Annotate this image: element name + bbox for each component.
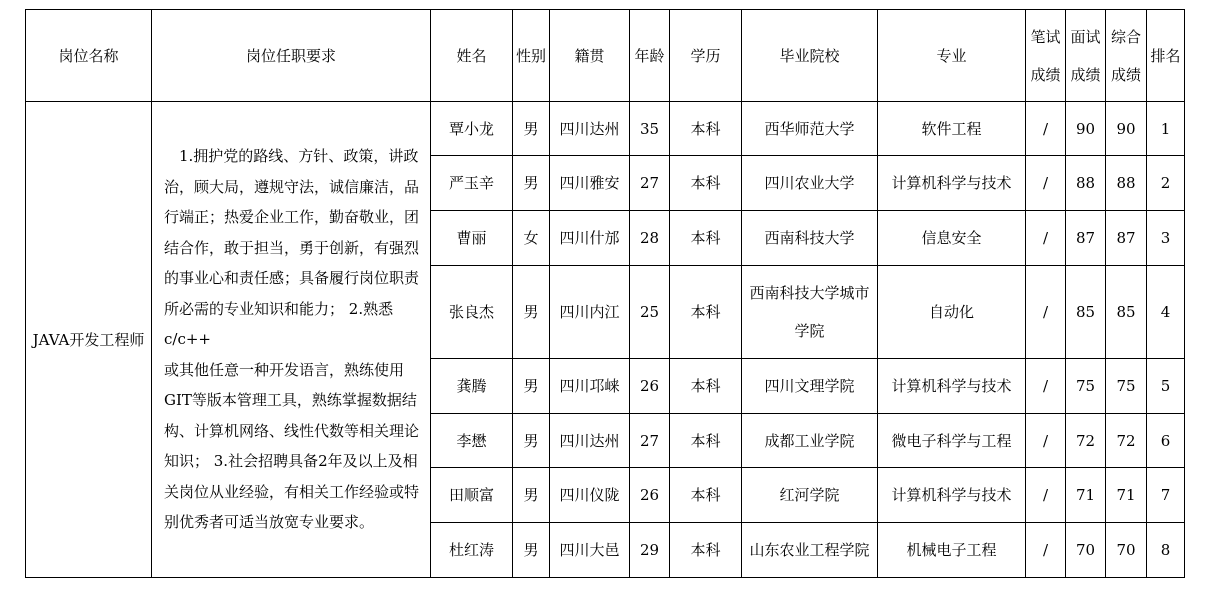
cell-education: 本科 — [670, 359, 742, 414]
cell-total: 90 — [1106, 102, 1147, 156]
cell-rank: 6 — [1147, 414, 1185, 468]
cell-gender: 男 — [513, 468, 550, 523]
table-row — [26, 102, 1185, 156]
cell-rank: 1 — [1147, 102, 1185, 156]
cell-interview: 88 — [1066, 156, 1106, 211]
header-interview-score — [1066, 10, 1106, 102]
cell-interview: 72 — [1066, 414, 1106, 468]
header-row — [26, 10, 1185, 102]
results-table — [25, 9, 1185, 578]
requirements-cell — [152, 102, 431, 578]
header-requirements: 岗位任职要求 — [152, 10, 431, 102]
cell-gender: 男 — [513, 156, 550, 211]
cell-age: 26 — [630, 468, 670, 523]
cell-origin: 四川大邑 — [550, 523, 630, 578]
requirement-line: 知识； 3.社会招聘具备2年及以上及相 — [164, 452, 418, 471]
cell-rank: 3 — [1147, 211, 1185, 266]
cell-rank: 7 — [1147, 468, 1185, 523]
cell-school: 红河学院 — [742, 468, 878, 523]
cell-gender: 男 — [513, 102, 550, 156]
requirement-line: 行端正；热爱企业工作，勤奋敬业，团 — [164, 208, 420, 227]
cell-education: 本科 — [670, 211, 742, 266]
cell-gender: 男 — [513, 266, 550, 359]
header-age: 年龄 — [630, 10, 670, 102]
cell-school: 西南科技大学 — [742, 211, 878, 266]
requirement-line: 所必需的专业知识和能力； 2.熟悉c/c++ — [164, 299, 394, 349]
header-total-line1: 综合 — [1110, 27, 1141, 46]
cell-total: 85 — [1106, 266, 1147, 359]
cell-written: / — [1026, 414, 1066, 468]
cell-interview: 75 — [1066, 359, 1106, 414]
cell-major: 微电子科学与工程 — [878, 414, 1026, 468]
header-origin: 籍贯 — [550, 10, 630, 102]
cell-name: 龚腾 — [431, 359, 513, 414]
requirement-line: 结合作，敢于担当，勇于创新，有强烈 — [164, 238, 420, 257]
cell-education: 本科 — [670, 468, 742, 523]
cell-written: / — [1026, 156, 1066, 211]
header-education: 学历 — [670, 10, 742, 102]
cell-gender: 男 — [513, 359, 550, 414]
header-interview-line2: 成绩 — [1070, 65, 1101, 84]
cell-major: 计算机科学与技术 — [878, 156, 1026, 211]
cell-interview: 90 — [1066, 102, 1106, 156]
cell-age: 28 — [630, 211, 670, 266]
cell-origin: 四川邛崃 — [550, 359, 630, 414]
requirement-line: GIT等版本管理工具，熟练掌握数据结 — [164, 391, 417, 410]
position-cell: JAVA开发工程师 — [26, 102, 152, 578]
requirement-line: 关岗位从业经验，有相关工作经验或特 — [164, 482, 420, 501]
cell-rank: 2 — [1147, 156, 1185, 211]
cell-school-line1: 西南科技大学城市 — [749, 284, 870, 302]
header-written-line2: 成绩 — [1030, 65, 1061, 84]
cell-interview: 70 — [1066, 523, 1106, 578]
requirement-line: 或其他任意一种开发语言，熟练使用 — [164, 360, 405, 379]
cell-school: 成都工业学院 — [742, 414, 878, 468]
cell-name: 覃小龙 — [431, 102, 513, 156]
cell-total: 70 — [1106, 523, 1147, 578]
cell-age: 35 — [630, 102, 670, 156]
cell-written: / — [1026, 523, 1066, 578]
requirement-line: 治，顾大局，遵规守法，诚信廉洁，品 — [164, 177, 420, 196]
cell-gender: 男 — [513, 523, 550, 578]
cell-total: 88 — [1106, 156, 1147, 211]
cell-total: 87 — [1106, 211, 1147, 266]
cell-origin: 四川达州 — [550, 414, 630, 468]
cell-name: 曹丽 — [431, 211, 513, 266]
cell-gender: 男 — [513, 414, 550, 468]
cell-origin: 四川雅安 — [550, 156, 630, 211]
cell-origin: 四川仪陇 — [550, 468, 630, 523]
cell-written: / — [1026, 102, 1066, 156]
header-school: 毕业院校 — [742, 10, 878, 102]
cell-major: 机械电子工程 — [878, 523, 1026, 578]
cell-education: 本科 — [670, 523, 742, 578]
cell-interview: 71 — [1066, 468, 1106, 523]
cell-major: 计算机科学与技术 — [878, 468, 1026, 523]
header-rank: 排名 — [1147, 10, 1185, 102]
requirement-line: 1.拥护党的路线、方针、政策，讲政 — [164, 147, 419, 166]
header-written-score — [1026, 10, 1066, 102]
cell-written: / — [1026, 468, 1066, 523]
cell-gender: 女 — [513, 211, 550, 266]
cell-education: 本科 — [670, 266, 742, 359]
cell-school: 西华师范大学 — [742, 102, 878, 156]
header-total-score — [1106, 10, 1147, 102]
cell-origin: 四川达州 — [550, 102, 630, 156]
cell-age: 29 — [630, 523, 670, 578]
cell-total: 71 — [1106, 468, 1147, 523]
cell-total: 72 — [1106, 414, 1147, 468]
cell-written: / — [1026, 266, 1066, 359]
cell-school: 四川农业大学 — [742, 156, 878, 211]
header-name: 姓名 — [431, 10, 513, 102]
cell-school — [742, 266, 878, 359]
cell-major: 自动化 — [878, 266, 1026, 359]
header-total-line2: 成绩 — [1110, 65, 1141, 84]
cell-name: 李懋 — [431, 414, 513, 468]
cell-major: 信息安全 — [878, 211, 1026, 266]
header-interview-line1: 面试 — [1070, 27, 1101, 46]
cell-age: 25 — [630, 266, 670, 359]
cell-written: / — [1026, 359, 1066, 414]
cell-school: 山东农业工程学院 — [742, 523, 878, 578]
cell-major: 软件工程 — [878, 102, 1026, 156]
header-written-line1: 笔试 — [1030, 27, 1061, 46]
cell-origin: 四川什邡 — [550, 211, 630, 266]
requirement-line: 别优秀者可适当放宽专业要求。 — [164, 513, 375, 532]
cell-origin: 四川内江 — [550, 266, 630, 359]
cell-interview: 85 — [1066, 266, 1106, 359]
cell-education: 本科 — [670, 102, 742, 156]
cell-age: 26 — [630, 359, 670, 414]
header-position: 岗位名称 — [26, 10, 152, 102]
header-gender: 性别 — [513, 10, 550, 102]
requirement-line: 的事业心和责任感；具备履行岗位职责 — [164, 269, 420, 288]
cell-education: 本科 — [670, 414, 742, 468]
cell-major: 计算机科学与技术 — [878, 359, 1026, 414]
cell-name: 张良杰 — [431, 266, 513, 359]
cell-name: 田顺富 — [431, 468, 513, 523]
cell-name: 严玉辛 — [431, 156, 513, 211]
cell-interview: 87 — [1066, 211, 1106, 266]
cell-age: 27 — [630, 414, 670, 468]
cell-rank: 4 — [1147, 266, 1185, 359]
cell-total: 75 — [1106, 359, 1147, 414]
cell-rank: 5 — [1147, 359, 1185, 414]
cell-name: 杜红涛 — [431, 523, 513, 578]
cell-education: 本科 — [670, 156, 742, 211]
cell-school: 四川文理学院 — [742, 359, 878, 414]
cell-written: / — [1026, 211, 1066, 266]
cell-age: 27 — [630, 156, 670, 211]
requirement-line: 构、计算机网络、线性代数等相关理论 — [164, 421, 420, 440]
header-major: 专业 — [878, 10, 1026, 102]
cell-rank: 8 — [1147, 523, 1185, 578]
cell-school-line2: 学院 — [794, 322, 825, 340]
